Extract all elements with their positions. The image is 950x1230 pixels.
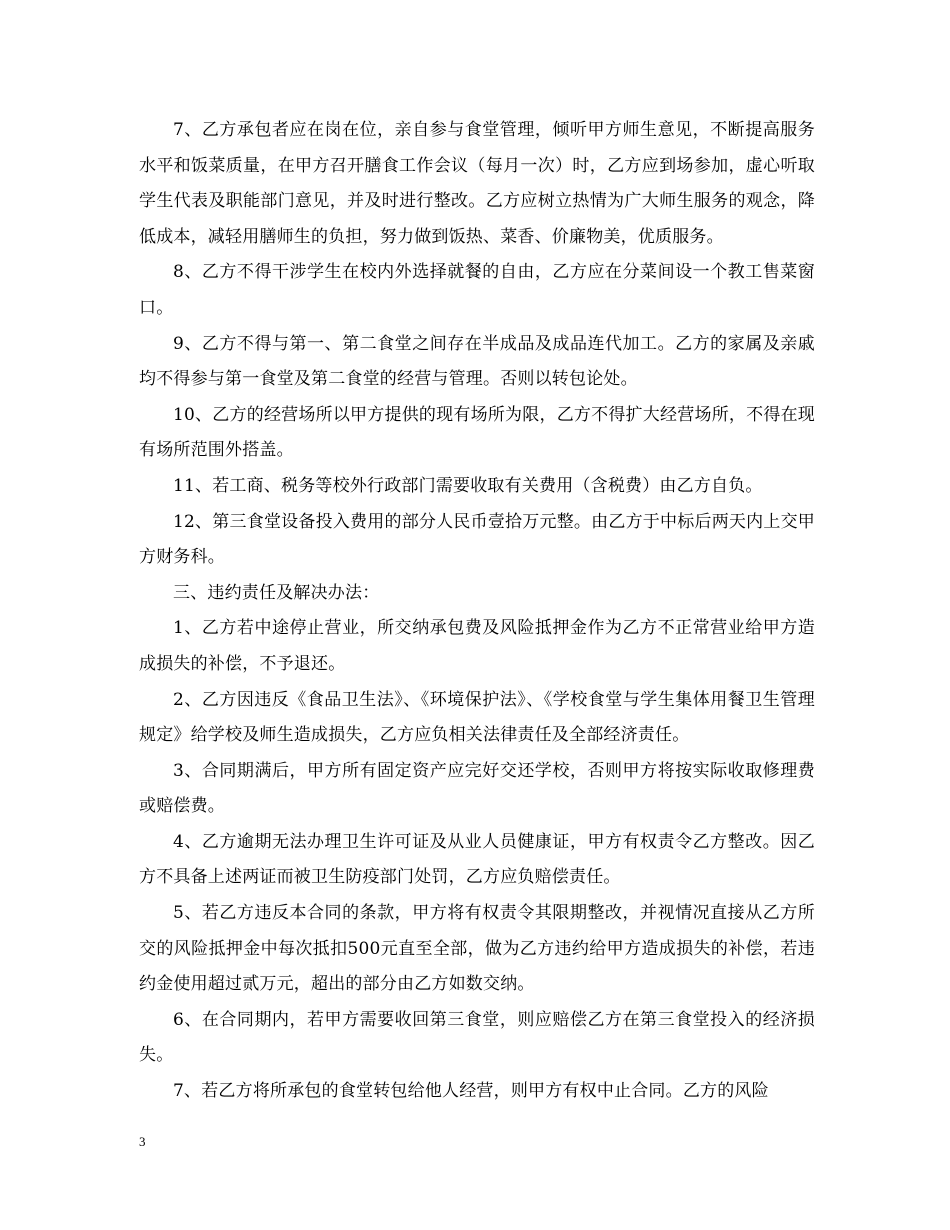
- paragraph: 9、乙方不得与第一、第二食堂之间存在半成品及成品连代加工。乙方的家属及亲戚均不得参与第一食堂及第二食堂的经营与管理。否则以转包论处。: [139, 333, 815, 390]
- paragraph: 8、乙方不得干涉学生在校内外选择就餐的自由，乙方应在分菜间设一个教工售菜窗口。: [139, 262, 815, 318]
- paragraph: 11、若工商、税务等校外行政部门需要收取有关费用（含税费）由乙方自负。: [173, 475, 763, 496]
- paragraph: 10、乙方的经营场所以甲方提供的现有场所为限，乙方不得扩大经营场所，不得在现有场所范围外搭盖。: [139, 404, 815, 461]
- document-body: [139, 113, 815, 1110]
- paragraph: 1、乙方若中途停止营业，所交纳承包费及风险抵押金作为乙方不正常营业给甲方造成损失的补偿，不予退还。: [139, 618, 815, 674]
- paragraph: 12、第三食堂设备投入费用的部分人民币壹拾万元整。由乙方于中标后两天内上交甲方财务科。: [139, 511, 815, 568]
- paragraph: 6、在合同期内，若甲方需要收回第三食堂，则应赔偿乙方在第三食堂投入的经济损失。: [139, 1009, 815, 1066]
- paragraph: 2、乙方因违反《食品卫生法》、《环境保护法》、《学校食堂与学生集体用餐卫生管理规定》给学校及师生造成损失，乙方应负相关法律责任及全部经济责任。: [139, 689, 815, 746]
- paragraph: 3、合同期满后，甲方所有固定资产应完好交还学校，否则甲方将按实际收取修理费或赔偿费。: [139, 760, 815, 817]
- paragraph: 5、若乙方违反本合同的条款，甲方将有权责令其限期整改，并视情况直接从乙方所交的风险抵押金中每次抵扣500元直至全部，做为乙方违约给甲方造成损失的补偿，若违约金使用超过贰万元，超出的部分由乙方如数交纳。: [139, 903, 815, 995]
- page-number: 3: [139, 1134, 146, 1149]
- paragraph: 7、若乙方将所承包的食堂转包给他人经营，则甲方有权中止合同。乙方的风险: [173, 1081, 769, 1102]
- paragraph: 7、乙方承包者应在岗在位，亲自参与食堂管理，倾听甲方师生意见，不断提高服务水平和饭菜质量，在甲方召开膳食工作会议（每月一次）时，乙方应到场参加，虚心听取学生代表及职能部门意见，并及时进行整改。乙方应树立热情为广大师生服务的观念，降低成本，减轻用膳师生的负担，努力做到饭热、菜香、价廉物美，优质服务。: [139, 120, 815, 247]
- paragraph: 4、乙方逾期无法办理卫生许可证及从业人员健康证，甲方有权责令乙方整改。因乙方不具备上述两证而被卫生防疫部门处罚，乙方应负赔偿责任。: [139, 831, 815, 888]
- section-heading: 三、违约责任及解决办法：: [173, 582, 380, 603]
